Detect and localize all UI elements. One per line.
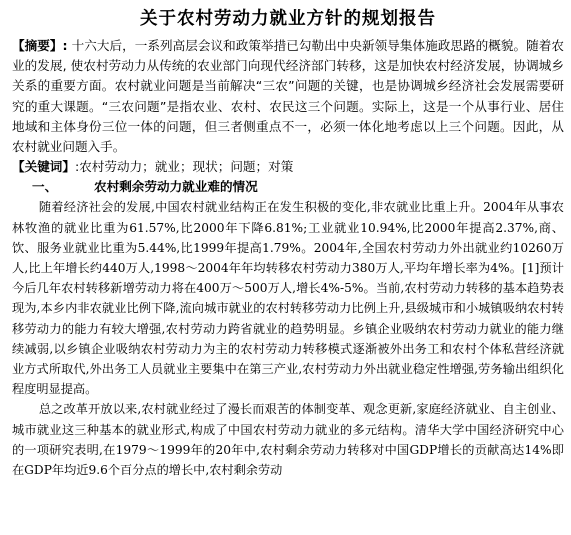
keywords-text: :农村劳动力；就业；现状；问题；对策 [74, 159, 294, 175]
abstract-paragraph [12, 36, 564, 157]
section-title: 农村剩余劳动力就业难的情况 [94, 179, 258, 195]
document-title: 关于农村劳动力就业方针的规划报告 [140, 9, 436, 29]
abstract-label: 【摘要】: [12, 38, 68, 53]
section-number: 一、 [32, 179, 58, 195]
keywords-label: 【关键词】 [12, 159, 75, 175]
section-heading [12, 177, 564, 197]
abstract-text: 十六大后，一系列高层会议和政策举措已勾勒出中央新领导集体施政思路的概貌。随着农业的发展, 使农村劳动力从传统的农业部门向现代经济部门转移，这是加快农村经济发展，协调城乡关系的重要方面。农村就业问题是当前解决“三农”问题的关键，也是协调城乡经济社会发展需要研究的重大课题。“三农问题”是指农业、农村、农民这三个问题。实际上，这是一个从事行业、居住地域和主体身份三位一体的问题，但三者侧重点不一，必须一体化地考虑以上三个问题。因此，从农村就业问题入手。 [12, 38, 564, 155]
body-paragraph-1: 随着经济社会的发展,中国农村就业结构正在发生积极的变化,非农就业比重上升。2004年从事农林牧渔的就业比重为61.57%,比2000年下降6.81%;工业就业10.94%,比2000年提高2.37%,商、饮、服务业就业比重为5.44%,比1999年提高1.79%。2004年,全国农村劳动力外出就业约10260万人,比上年增长约440万人,1998～2004年年均转移农村劳动力380万人,平均年增长率为4%。[1]预计今后几年农村转移新增劳动力将在400万～500万人,增长4%-5%。当前,农村劳动力转移的基本趋势表现为,本乡内非农就业比例下降,流向城市就业的农村转移劳动力比例上升,县级城市和小城镇吸纳农村转移劳动力的能力有较大增强,农村劳动力跨省就业的趋势明显。乡镇企业吸纳农村劳动力就业的能力继续减弱,以乡镇企业吸纳农村劳动力为主的农村劳动力转移模式逐渐被外出务工和农村个体私营经济就业方式所取代,外出务工人员就业主要集中在第三产业,农村劳动力外出就业稳定性增强,劳务输出组织化程度明显提高。 [12, 200, 564, 397]
body-paragraph-2: 总之改革开放以来,农村就业经过了漫长而艰苦的体制变革、观念更新,家庭经济就业、自主创业、城市就业这三种基本的就业形式,构成了中国农村劳动力就业的多元结构。清华大学中国经济研究中心的一项研究表明,在1979～1999年的20年中,农村剩余劳动力转移对中国GDP增长的贡献高达14%即在GDP年均近9.6个百分点的增长中,农村剩余劳动 [12, 402, 564, 478]
keywords-paragraph [12, 157, 564, 177]
